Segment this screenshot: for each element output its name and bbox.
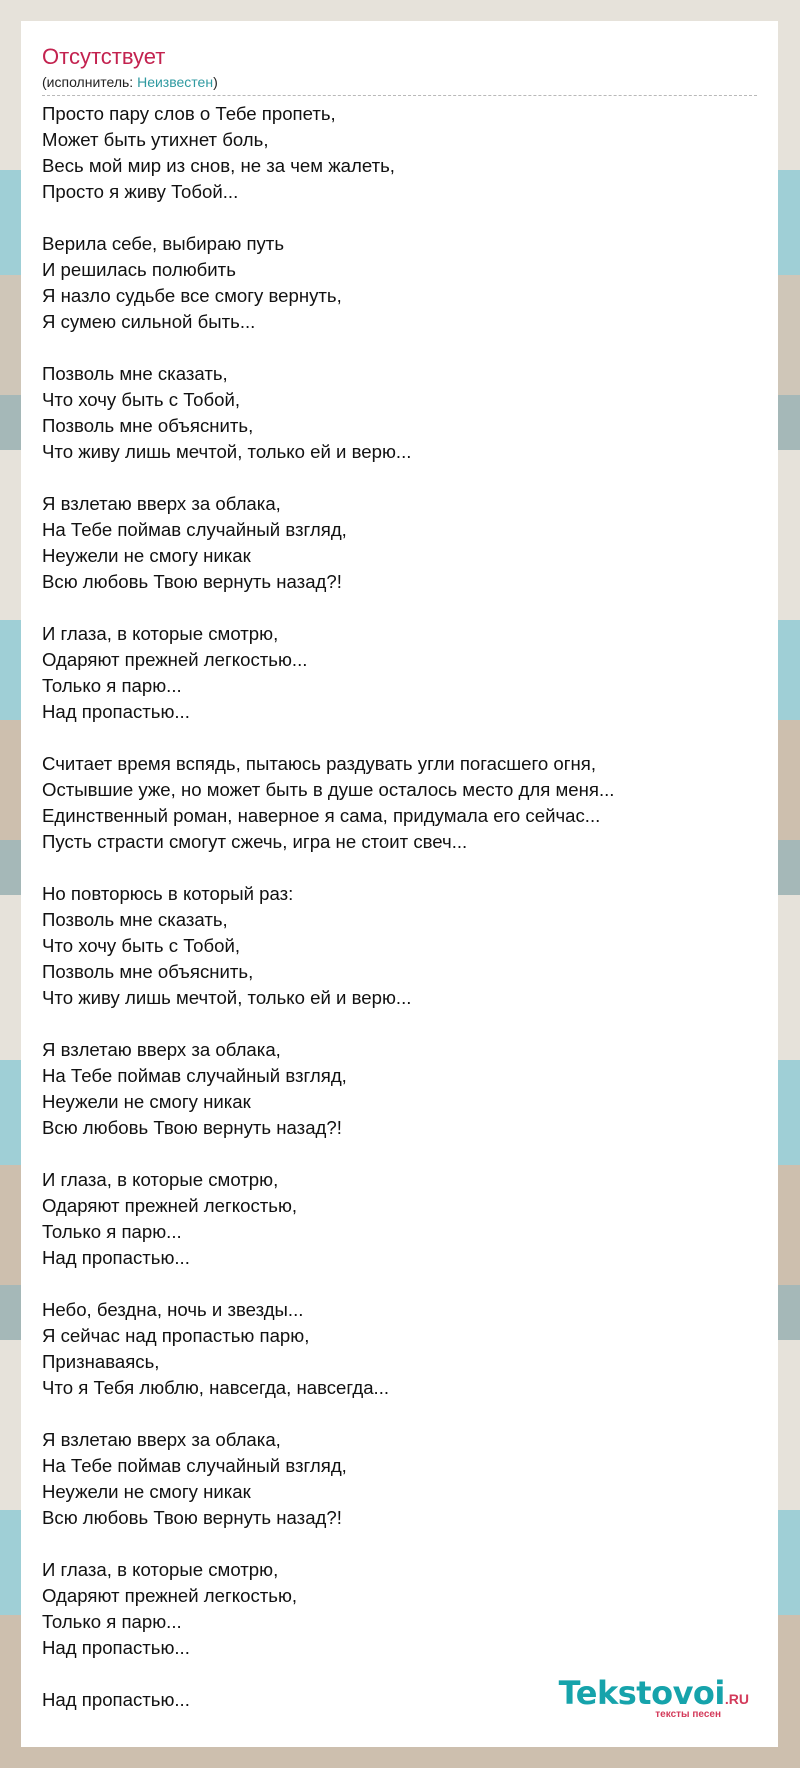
lyric-line: Только я парю... [42, 675, 182, 696]
lyric-line: Неужели не смогу никак [42, 1091, 251, 1112]
lyric-line: Может быть утихнет боль, [42, 129, 269, 150]
lyric-line: Что живу лишь мечтой, только ей и верю... [42, 987, 412, 1008]
artist-line [42, 73, 757, 96]
lyric-line: Я сейчас над пропастью парю, [42, 1325, 310, 1346]
lyric-line: Всю любовь Твою вернуть назад?! [42, 1507, 342, 1528]
lyric-line: Над пропастью... [42, 1637, 190, 1658]
lyric-line: Всю любовь Твою вернуть назад?! [42, 1117, 342, 1138]
lyric-line: Небо, бездна, ночь и звезды... [42, 1299, 304, 1320]
stanza-gap [42, 1271, 757, 1297]
lyric-line: Что живу лишь мечтой, только ей и верю... [42, 441, 412, 462]
lyric-line: Но повторюсь в который раз: [42, 883, 294, 904]
lyric-line: Считает время вспядь, пытаюсь раздувать угли погасшего огня, [42, 753, 597, 774]
lyric-line: Позволь мне объяснить, [42, 415, 254, 436]
lyric-line: На Тебе поймав случайный взгляд, [42, 519, 347, 540]
stanza-gap [42, 465, 757, 491]
lyric-line: Верила себе, выбираю путь [42, 233, 285, 254]
stanza-gap [42, 855, 757, 881]
lyric-line: Неужели не смогу никак [42, 1481, 251, 1502]
logo-wordmark: Tekstovoi [558, 1674, 725, 1712]
lyric-line: Просто я живу Тобой... [42, 181, 239, 202]
artist-prefix: (исполнитель: [42, 74, 138, 90]
stanza-gap [42, 1401, 757, 1427]
stanza-gap [42, 205, 757, 231]
lyric-line: И глаза, в которые смотрю, [42, 1169, 279, 1190]
lyric-line: Что хочу быть с Тобой, [42, 389, 241, 410]
artist-suffix: ) [213, 74, 218, 90]
lyric-line: Над пропастью... [42, 1247, 190, 1268]
lyric-line: На Тебе поймав случайный взгляд, [42, 1065, 347, 1086]
lyric-line: И глаза, в которые смотрю, [42, 1559, 279, 1580]
lyric-line: Позволь мне сказать, [42, 363, 228, 384]
lyric-line: Что хочу быть с Тобой, [42, 935, 241, 956]
lyric-line: Признаваясь, [42, 1351, 160, 1372]
lyric-line: И глаза, в которые смотрю, [42, 623, 279, 644]
lyric-line: Остывшие уже, но может быть в душе осталось место для меня... [42, 779, 615, 800]
stanza-gap [42, 725, 757, 751]
stanza-gap [42, 595, 757, 621]
lyric-line: Неужели не смогу никак [42, 545, 251, 566]
lyric-line: На Тебе поймав случайный взгляд, [42, 1455, 347, 1476]
lyric-line: Пусть страсти смогут сжечь, игра не стоит свеч... [42, 831, 468, 852]
stanza-gap [42, 1141, 757, 1167]
lyric-line: Я взлетаю вверх за облака, [42, 1429, 281, 1450]
lyric-line: Одаряют прежней легкостью... [42, 649, 308, 670]
song-header [42, 43, 757, 96]
artist-link[interactable]: Неизвестен [137, 74, 214, 90]
stanza-gap [42, 1011, 757, 1037]
lyric-line: Над пропастью... [42, 701, 190, 722]
lyric-line: Что я Тебя люблю, навсегда, навсегда... [42, 1377, 390, 1398]
lyric-line: И решилась полюбить [42, 259, 236, 280]
lyric-line: Весь мой мир из снов, не за чем жалеть, [42, 155, 395, 176]
stanza-gap [42, 335, 757, 361]
lyric-line: Всю любовь Твою вернуть назад?! [42, 571, 342, 592]
lyric-line: Единственный роман, наверное я сама, придумала его сейчас... [42, 805, 601, 826]
lyric-line: Просто пару слов о Тебе пропеть, [42, 103, 336, 124]
lyrics-body [42, 101, 757, 1713]
lyric-line: Только я парю... [42, 1611, 182, 1632]
lyric-line: Над пропастью... [42, 1689, 190, 1710]
lyric-line: Я сумею сильной быть... [42, 311, 256, 332]
song-title: Отсутствует [42, 44, 166, 69]
lyric-line: Я назло судьбе все смогу вернуть, [42, 285, 342, 306]
lyric-line: Одаряют прежней легкостью, [42, 1585, 298, 1606]
lyric-line: Я взлетаю вверх за облака, [42, 1039, 281, 1060]
lyric-line: Только я парю... [42, 1221, 182, 1242]
logo-tld: .RU [724, 1691, 749, 1707]
lyric-line: Позволь мне сказать, [42, 909, 228, 930]
lyric-line: Позволь мне объяснить, [42, 961, 254, 982]
lyric-line: Я взлетаю вверх за облака, [42, 493, 281, 514]
logo-tagline: тексты песен [655, 1709, 721, 1720]
site-logo[interactable] [558, 1674, 749, 1720]
lyric-line: Одаряют прежней легкостью, [42, 1195, 298, 1216]
stanza-gap [42, 1531, 757, 1557]
lyrics-card [21, 21, 778, 1747]
